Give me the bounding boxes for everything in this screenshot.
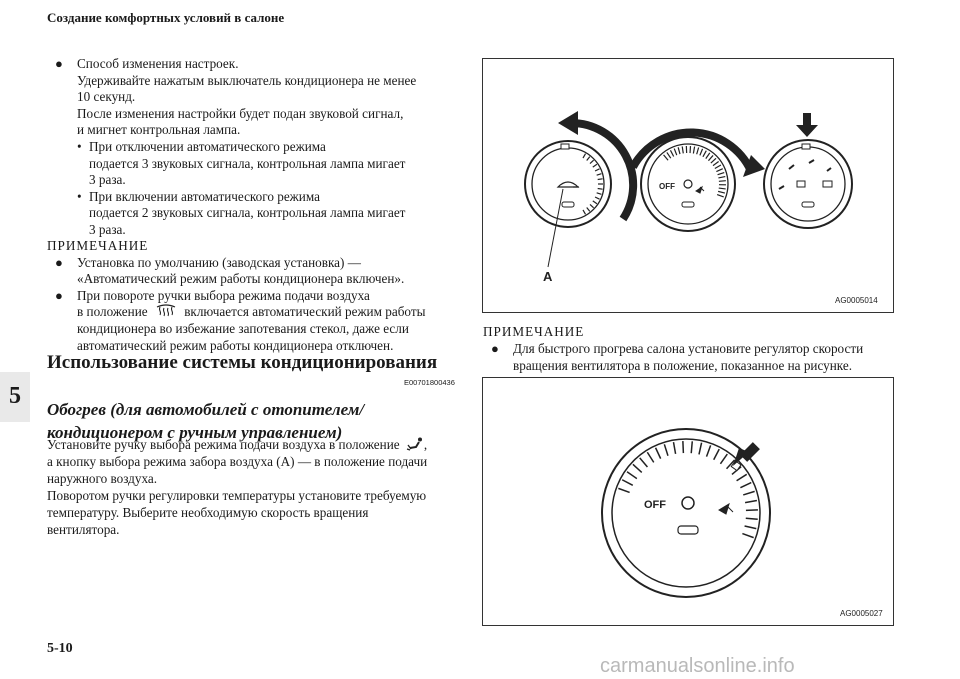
note-line: «Автоматический режим работы кондиционера включен». [77, 271, 405, 287]
temperature-knob [641, 137, 735, 231]
dial-tick [683, 441, 684, 453]
air-intake-knob [525, 141, 611, 227]
off-item: • При отключении автоматического режима подается 3 звуковых сигнала, контрольная лампа мигает 3 раза. [47, 139, 467, 189]
section-title: Использование системы кондиционирования [47, 352, 438, 373]
bullet-dot: ● [491, 341, 499, 356]
body-line: а кнопку выбора режима забора воздуха (A) — в положение подачи [47, 454, 428, 469]
running-header: Создание комфортных условий в салоне [47, 10, 285, 25]
bullet-dot: ● [55, 56, 63, 71]
figure-fan-knob [482, 377, 894, 626]
chapter-number: 5 [9, 383, 21, 409]
on-item-line: подается 2 звуковых сигнала, контрольная лампа мигает [89, 205, 406, 221]
indicator-arrowhead [796, 125, 818, 137]
figure-code: AG0005027 [840, 609, 883, 618]
dial-tick [746, 510, 758, 511]
note-block [47, 238, 467, 354]
settings-block [47, 56, 467, 239]
air-mode-knob [764, 140, 852, 228]
settings-title: Способ изменения настроек. [77, 56, 239, 71]
off-label: OFF [659, 182, 675, 191]
rotation-arrowhead-1 [558, 111, 578, 135]
on-item-line: 3 раза. [89, 221, 126, 237]
note-line: Установка по умолчанию (заводская установка) — [77, 254, 361, 270]
figure-code: AG0005014 [835, 296, 878, 305]
body-line: температуру. Выберите необходимую скорость вращения [47, 505, 369, 520]
settings-line: После изменения настройки будет подан звуковой сигнал, [77, 105, 404, 121]
indicator-arrow-shaft [803, 113, 811, 125]
note-line: вращения вентилятора в положение, показанное на рисунке. [513, 358, 853, 373]
subsection-title: Обогрев (для автомобилей с отопителем/ кондиционером с ручным управлением) [47, 400, 365, 442]
settings-line: Удерживайте нажатым выключатель кондиционера не менее [77, 72, 417, 88]
body-line: вентилятора. [47, 522, 120, 537]
section-code: E00701800436 [404, 378, 455, 387]
dial-tick [691, 441, 692, 453]
fan-knob-illustration [483, 378, 893, 625]
figure-control-panel [482, 58, 894, 313]
off-item-line: подается 3 звуковых сигнала, контрольная лампа мигает [89, 155, 406, 171]
settings-line: и мигнет контрольная лампа. [77, 122, 241, 138]
settings-bullet [47, 56, 467, 139]
settings-line: 10 секунд. [77, 89, 136, 105]
off-label: OFF [644, 499, 666, 511]
body-line-with-icon: Установите ручку выбора режима подачи воздуха в положение , [47, 437, 428, 452]
note-title: ПРИМЕЧАНИЕ [47, 238, 149, 253]
note-block-2 [483, 323, 903, 374]
note-bullet [47, 255, 467, 288]
note-title: ПРИМЕЧАНИЕ [483, 324, 585, 339]
dial-tick [746, 518, 758, 519]
body-line: Поворотом ручки регулировки температуры установите требуемую [47, 488, 427, 503]
dial-tick [719, 181, 726, 182]
note-bullet [483, 340, 903, 374]
note-line: автоматический режим работы кондиционера отключен. [77, 337, 394, 353]
watermark: carmanualsonline.info [600, 655, 795, 677]
defrost-icon [155, 304, 177, 318]
note-line: При повороте ручки выбора режима подачи воздуха [77, 287, 370, 303]
control-knobs-illustration [483, 59, 893, 312]
page-number: 5-10 [47, 641, 73, 656]
dial-tick [598, 188, 603, 189]
on-item-line: При включении автоматического режима [89, 188, 320, 204]
note-bullet [47, 288, 467, 354]
label-a: A [543, 269, 553, 284]
on-item: • При включении автоматического режима подается 2 звуковых сигнала, контрольная лампа мигает 3 раза. [47, 189, 467, 239]
dial-tick [598, 179, 603, 180]
off-item-line: При отключении автоматического режима [89, 138, 326, 154]
bullet-dot: ● [55, 254, 63, 270]
note-line: кондиционера во избежание запотевания стекол, даже если [77, 320, 409, 336]
off-item-line: 3 раза. [89, 172, 126, 188]
note-line-with-icon: в положение включается автоматический режим работы [77, 304, 426, 320]
floor-mode-icon [406, 437, 424, 451]
heating-instructions [47, 436, 467, 538]
note-line: Для быстрого прогрева салона установите регулятор скорости [513, 341, 864, 356]
bullet-dot: ● [55, 287, 63, 303]
body-line: наружного воздуха. [47, 471, 158, 486]
